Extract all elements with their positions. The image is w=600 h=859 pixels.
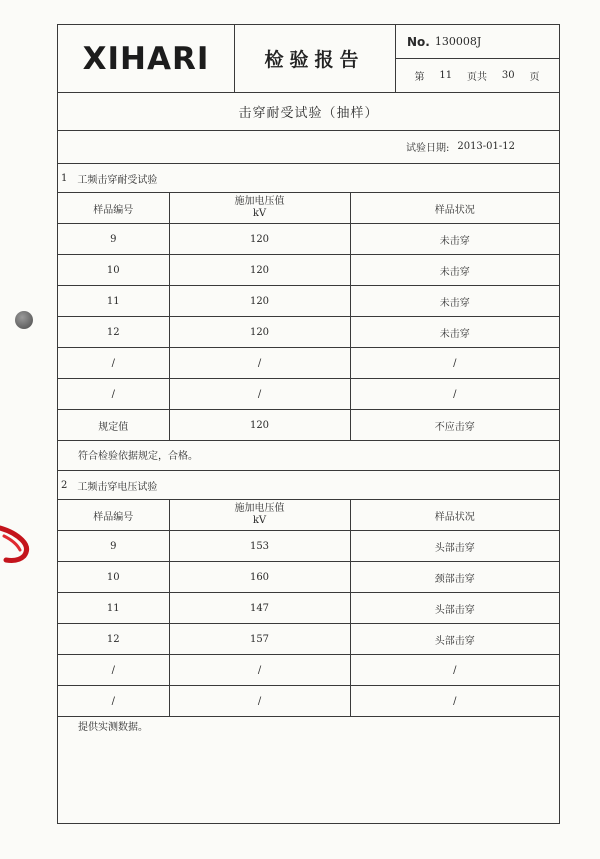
cell-voltage: 120 <box>169 255 350 286</box>
cell-voltage: / <box>169 348 350 379</box>
cell-status: 未击穿 <box>350 255 559 286</box>
header-status: 样品状况 <box>350 500 559 531</box>
cell-status: / <box>350 379 559 410</box>
cell-voltage: 153 <box>169 531 350 562</box>
cell-voltage: 120 <box>169 224 350 255</box>
section-title: 击穿耐受试验（抽样） <box>58 92 559 131</box>
cell-sample: / <box>58 655 169 686</box>
cell-voltage: 120 <box>169 317 350 348</box>
cell-sample: 规定值 <box>58 410 169 441</box>
part1-table <box>58 193 559 441</box>
table-row <box>58 655 559 686</box>
cell-voltage: / <box>169 379 350 410</box>
part2-label: 工频击穿电压试验 <box>77 481 158 493</box>
cell-voltage: 147 <box>169 593 350 624</box>
table-row <box>58 593 559 624</box>
part2-number: 2 <box>61 479 68 491</box>
part1-note: 符合检验依据规定，合格。 <box>58 439 559 471</box>
table-row <box>58 255 559 286</box>
header-voltage-unit: kV <box>252 515 267 526</box>
table-row <box>58 317 559 348</box>
header-sample: 样品编号 <box>58 193 169 224</box>
cell-voltage: 120 <box>169 410 350 441</box>
binding-ribbon <box>0 522 36 566</box>
header-status: 样品状况 <box>350 193 559 224</box>
cell-voltage: / <box>169 655 350 686</box>
page-di: 第 <box>414 71 425 83</box>
table-header-row <box>58 193 559 224</box>
part2-note: 提供实测数据。 <box>78 722 148 733</box>
header-voltage-label: 施加电压值 <box>234 503 285 514</box>
company-logo: XIHARI <box>82 40 210 77</box>
report-header <box>58 25 559 93</box>
part1-number: 1 <box>61 172 68 184</box>
logo-cell <box>58 25 235 92</box>
cell-sample: / <box>58 379 169 410</box>
part2-heading <box>58 471 559 500</box>
table-row <box>58 531 559 562</box>
header-voltage <box>169 500 350 531</box>
cell-status: 不应击穿 <box>350 410 559 441</box>
report-number <box>395 25 559 59</box>
cell-sample: 12 <box>58 624 169 655</box>
cell-sample: / <box>58 686 169 717</box>
cell-status: 未击穿 <box>350 224 559 255</box>
cell-sample: / <box>58 348 169 379</box>
binder-hole <box>15 311 33 329</box>
table-row <box>58 410 559 441</box>
test-date-label: 试验日期: <box>405 143 450 154</box>
part1-heading <box>58 164 559 193</box>
report-number-value: 130008J <box>434 35 482 48</box>
header-voltage-label: 施加电压值 <box>234 196 285 207</box>
report-number-label: No. <box>407 34 430 49</box>
cell-status: / <box>350 348 559 379</box>
cell-voltage: 160 <box>169 562 350 593</box>
cell-status: 未击穿 <box>350 317 559 348</box>
cell-status: 未击穿 <box>350 286 559 317</box>
cell-status: / <box>350 655 559 686</box>
cell-sample: 12 <box>58 317 169 348</box>
cell-status: 头部击穿 <box>350 531 559 562</box>
part2-table <box>58 500 559 717</box>
table-row <box>58 562 559 593</box>
table-row <box>58 379 559 410</box>
cell-voltage: / <box>169 686 350 717</box>
part1-label: 工频击穿耐受试验 <box>77 174 158 186</box>
cell-sample: 11 <box>58 286 169 317</box>
page-indicator <box>395 58 559 92</box>
test-date-row <box>58 130 559 164</box>
cell-voltage: 157 <box>169 624 350 655</box>
page-total: 30 <box>501 69 515 81</box>
page-number: 11 <box>439 69 453 81</box>
cell-status: 头部击穿 <box>350 593 559 624</box>
title-cell <box>234 25 396 92</box>
cell-sample: 10 <box>58 562 169 593</box>
cell-status: 头部击穿 <box>350 624 559 655</box>
header-voltage-unit: kV <box>252 208 267 219</box>
cell-sample: 9 <box>58 224 169 255</box>
test-date-value: 2013-01-12 <box>457 141 515 152</box>
cell-sample: 11 <box>58 593 169 624</box>
page-ye-gong: 页共 <box>467 71 487 83</box>
table-row <box>58 224 559 255</box>
header-voltage <box>169 193 350 224</box>
table-header-row <box>58 500 559 531</box>
table-row <box>58 686 559 717</box>
cell-sample: 9 <box>58 531 169 562</box>
header-sample: 样品编号 <box>58 500 169 531</box>
table-row <box>58 348 559 379</box>
cell-sample: 10 <box>58 255 169 286</box>
cell-status: 颈部击穿 <box>350 562 559 593</box>
page-ye: 页 <box>529 71 540 83</box>
report-frame <box>57 24 560 824</box>
table-row <box>58 286 559 317</box>
cell-voltage: 120 <box>169 286 350 317</box>
table-row <box>58 624 559 655</box>
cell-status: / <box>350 686 559 717</box>
report-title: 检验报告 <box>264 49 365 71</box>
